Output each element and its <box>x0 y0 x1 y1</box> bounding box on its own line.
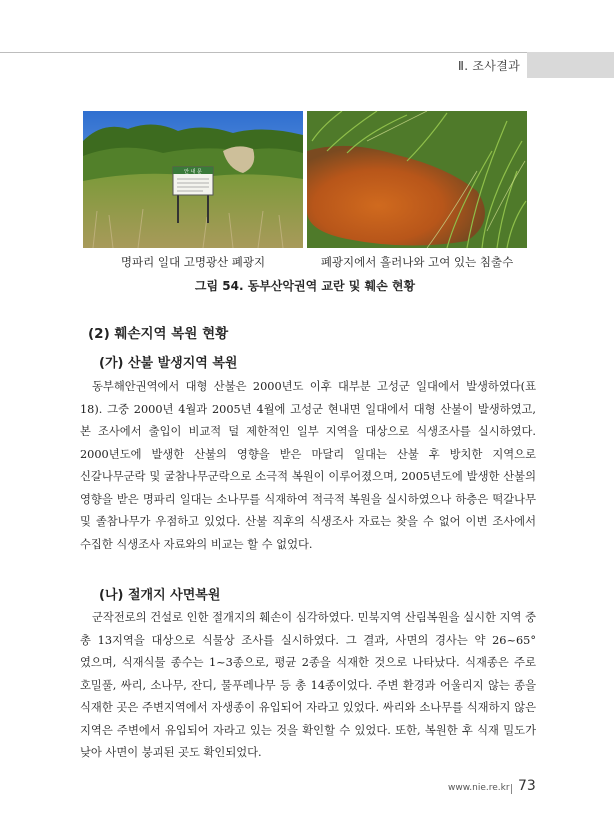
header-tab <box>527 52 614 78</box>
footer-url: www.nie.re.kr <box>448 783 510 793</box>
leachate-photo <box>307 111 527 248</box>
photo-caption-right: 폐광지에서 흘러나와 고여 있는 침출수 <box>320 255 514 269</box>
paragraph-wildfire: 동부해안권역에서 대형 산불은 2000년도 이후 대부분 고성군 일대에서 발생하였다(표 18). 그중 2000년 4월과 2005년 4월에 고성군 현내면 일대에서 대형 산불이 발생하였고, 본 조사에서 출입이 비교적 덜 제한적인 일부 지역을 대상으로 식생조사를 실시하였다. 2000년도에 발생한 산불의 영향을 받은 마달리 일대는 산불 후 방치한 지역으로 신갈나무군락 및 굴참나무군락으로 소극적 복원이 이루어졌으며, 2005년도에 발생한 산불의 영향을 받은 명파리 일대는 소나무를 식재하여 적극적 복원을 실시하였으나 하층은 떡갈나무 및 졸참나무가 우점하고 있었다. 산불 직후의 식생조사 자료는 찾을 수 없어 이번 조사에서 수집한 식생조사 자료와의 비교는 할 수 없었다. <box>80 380 536 551</box>
page-number: 73 <box>518 778 536 794</box>
subsection-heading-wildfire: (가) 산불 발생지역 복원 <box>99 356 238 371</box>
section-heading: (2) 훼손지역 복원 현황 <box>88 326 229 342</box>
paragraph-slope: 군작전로의 건설로 인한 절개지의 훼손이 심각하였다. 민북지역 산림복원을 실시한 지역 중 총 13지역을 대상으로 식물상 조사를 실시하였다. 그 결과, 사면의 경사는 약 26~65° 였으며, 식재식물 종수는 1~3종으로, 평균 2종을 식재한 것으로 나타났다. 식재종은 주로 호밀풀, 싸리, 소나무, 잔디, 물푸레나무 등 총 14종이었다. 주변 환경과 어울리지 않는 종을 식재한 곳은 주변지역에서 자생종이 유입되어 자라고 있었다. 싸리와 소나무를 식재하지 않은 지역은 주변에서 유입되어 자라고 있는 것을 확인할 수 있었다. 또한, 복원한 후 식재 밀도가 낮아 사면이 붕괴된 곳도 확인되었다. <box>80 611 536 759</box>
photo-caption-left: 명파리 일대 고명광산 폐광지 <box>120 255 266 269</box>
figure-caption: 그림 54. 동부산악권역 교란 및 훼손 현황 <box>194 279 416 293</box>
sign-title: 안 내 문 <box>184 169 202 175</box>
subsection-heading-slope: (나) 절개지 사면복원 <box>99 588 221 603</box>
footer-separator <box>511 784 512 794</box>
running-header: Ⅱ. 조사결과 <box>457 59 520 73</box>
mine-site-photo <box>83 111 303 248</box>
header-rule <box>0 52 614 53</box>
